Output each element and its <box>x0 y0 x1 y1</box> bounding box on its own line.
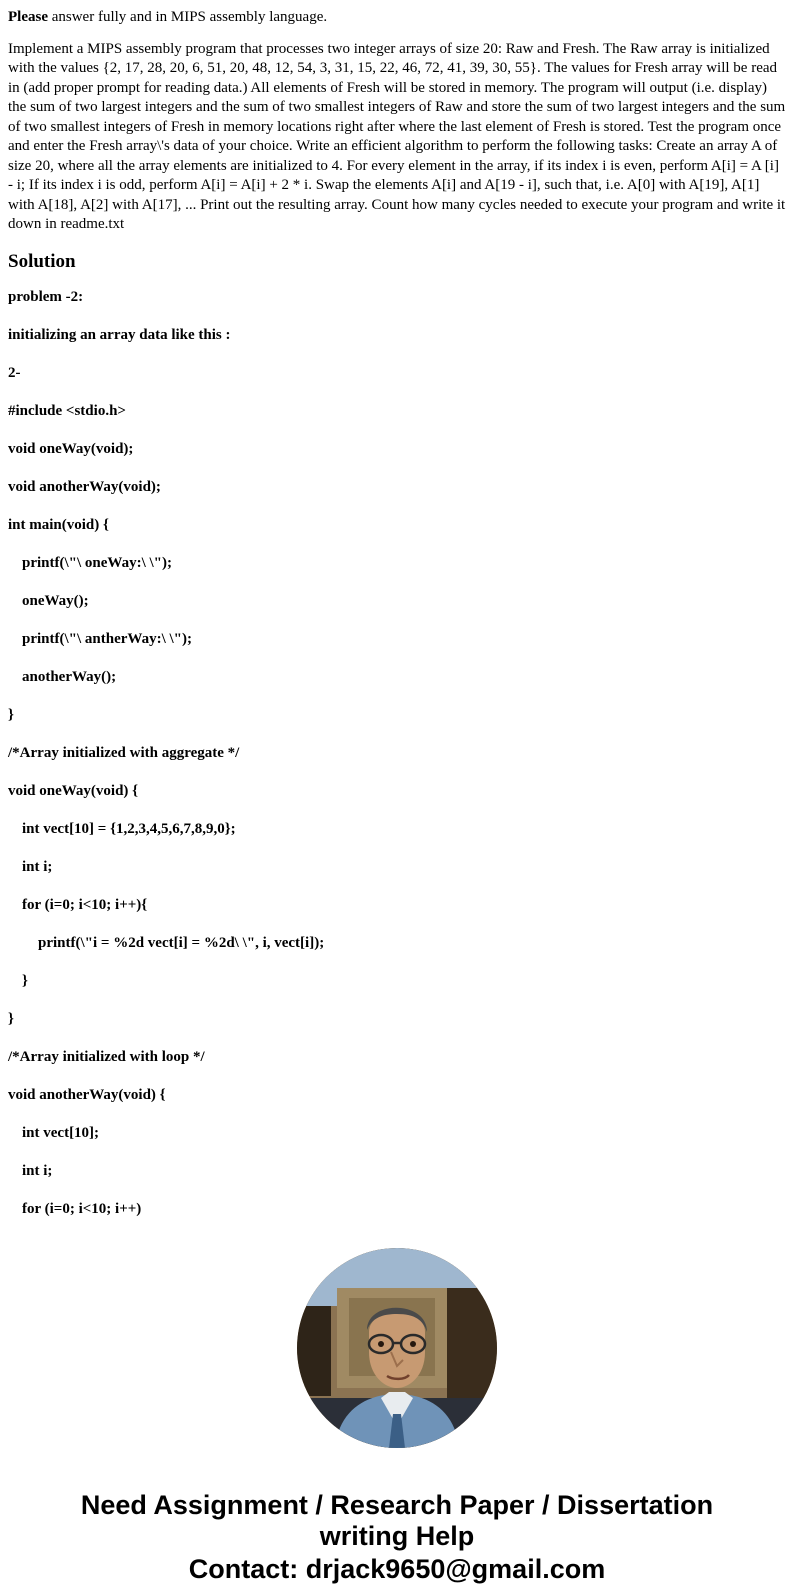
intro-lead: Please <box>8 9 48 25</box>
code-line: printf(\"\ antherWay:\ \"); <box>22 630 192 647</box>
code-line: int vect[10]; <box>22 1124 100 1141</box>
code-line: void oneWay(void); <box>8 440 134 457</box>
intro-rest: answer fully and in MIPS assembly language. <box>47 9 328 25</box>
code-line: oneWay(); <box>22 592 89 609</box>
code-line: problem -2: <box>8 288 84 305</box>
assignment-prompt: Implement a MIPS assembly program that processes two integer arrays of size 20: Raw and Fresh. The Raw array is initialized with the values {2, 17, 28, 20, 6, 51, 20, 48, 12, 54, 3, 31, 15, 22, 46, 72, 41, 39, 30, 55}. The values for Fresh array will be read in (add proper prompt for reading data.) All elements of Fresh will be stored in memory. The program will output (i.e. display) the sum of two largest integers and the sum of two smallest integers of Raw and store the sum of two largest integers and the sum of two smallest integers of Fresh in memory locations right after where the last element of Fresh is stored. Test the program once and enter the Fresh array\'s data of your choice. Write an efficient algorithm to perform the following tasks: Create an array A of size 20, where all the array elements are initialized to 4. For every element in the array, if its index i is even, perform A[i] = A [i] - i; If its index i is odd, perform A[i] = A[i] + 2 * i. Swap the elements A[i] and A[19 - i], such that, i.e. A[0] with A[19], A[1] with A[18], A[2] with A[17], ... Print out the resulting array. Count how many cycles needed to execute your program and write it down in readme.txt <box>8 40 786 233</box>
code-line: } <box>22 972 28 989</box>
code-line: } <box>8 706 14 723</box>
code-line: /*Array initialized with aggregate */ <box>8 744 240 761</box>
code-line: int i; <box>22 1162 53 1179</box>
footer-contact <box>8 1490 786 1585</box>
code-line: printf(\"i = %2d vect[i] = %2d\ \", i, vect[i]); <box>38 934 325 951</box>
intro-paragraph <box>8 8 786 28</box>
photo-container <box>8 1248 786 1448</box>
code-line: /*Array initialized with loop */ <box>8 1048 205 1065</box>
footer-line-2: writing Help <box>319 1520 475 1551</box>
code-line: for (i=0; i<10; i++) <box>22 1200 142 1217</box>
code-line: printf(\"\ oneWay:\ \"); <box>22 554 172 571</box>
solution-heading: Solution <box>8 250 76 272</box>
code-line: int i; <box>22 858 53 875</box>
code-line: initializing an array data like this : <box>8 326 231 343</box>
code-line: void oneWay(void) { <box>8 782 139 799</box>
code-line: #include <stdio.h> <box>8 402 126 419</box>
footer-line-3: Contact: drjack9650@gmail.com <box>188 1553 606 1584</box>
solution-code-block <box>8 288 786 1218</box>
profile-photo-image <box>297 1248 497 1448</box>
code-line: 2- <box>8 364 21 381</box>
footer-line-1: Need Assignment / Research Paper / Dissertation <box>80 1489 714 1520</box>
code-line: int vect[10] = {1,2,3,4,5,6,7,8,9,0}; <box>22 820 236 837</box>
code-line: void anotherWay(void) { <box>8 1086 166 1103</box>
profile-photo <box>297 1248 497 1448</box>
code-line: } <box>8 1010 14 1027</box>
code-line: void anotherWay(void); <box>8 478 161 495</box>
code-line: int main(void) { <box>8 516 109 533</box>
code-line: for (i=0; i<10; i++){ <box>22 896 148 913</box>
code-line: anotherWay(); <box>22 668 117 685</box>
